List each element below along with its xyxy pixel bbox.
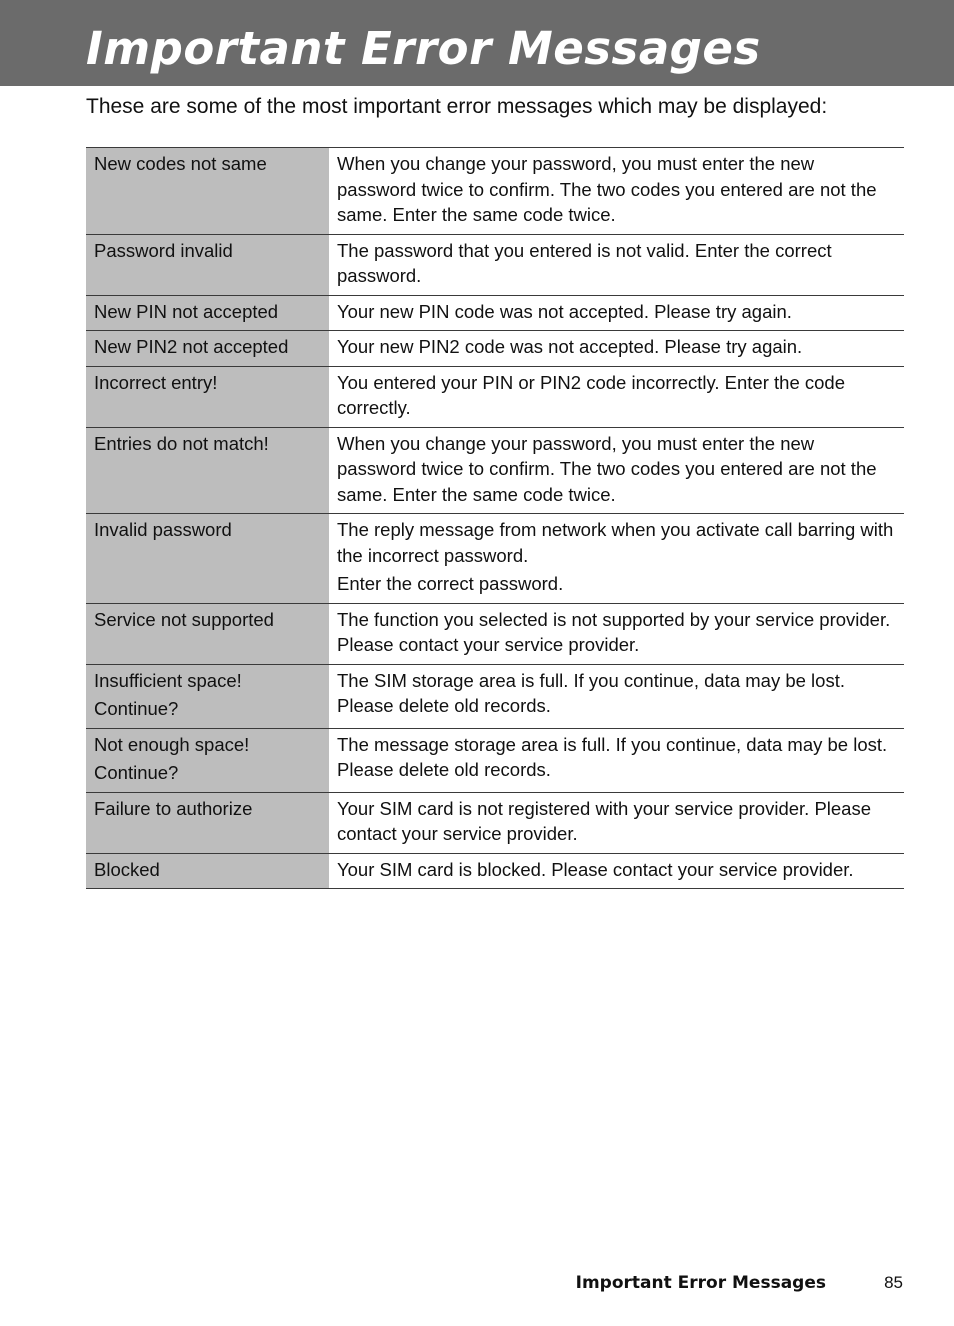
error-message-text: Not enough space!	[94, 733, 250, 755]
page-title: Important Error Messages	[86, 22, 761, 75]
error-message-text: New codes not same	[94, 153, 267, 174]
error-description-text: Your new PIN code was not accepted. Please try again.	[337, 300, 792, 322]
table-row	[86, 234, 904, 295]
error-description-text: The function you selected is not supported by your service provider. Please contact your service provider.	[337, 608, 891, 655]
error-message-text: Service not supported	[94, 608, 274, 630]
error-message-text: Entries do not match!	[94, 432, 269, 454]
table-row	[86, 728, 904, 792]
error-description-text: When you change your password, you must enter the new password twice to confirm. The two codes you entered are not the same. Enter the same code twice.	[337, 153, 877, 225]
error-message-cell	[86, 664, 329, 728]
error-message-cell	[86, 514, 329, 604]
table-row	[86, 427, 904, 514]
error-message-text: Incorrect entry!	[94, 371, 218, 393]
table-row	[86, 514, 904, 604]
error-messages-table	[86, 147, 904, 889]
error-message-cell	[86, 331, 329, 367]
error-description-cell	[329, 295, 904, 331]
error-message-text: Continue?	[94, 698, 179, 719]
error-table-body	[86, 148, 904, 889]
error-message-cell	[86, 728, 329, 792]
error-description-text: The reply message from network when you activate call barring with the incorrect password.	[337, 519, 894, 566]
error-description-cell	[329, 664, 904, 728]
error-message-text: Invalid password	[94, 519, 232, 540]
error-message-text: Insufficient space!	[94, 669, 242, 691]
error-message-cell	[86, 234, 329, 295]
error-message-text: Failure to authorize	[94, 797, 253, 819]
error-message-cell	[86, 366, 329, 427]
table-row	[86, 853, 904, 889]
error-message-text: Blocked	[94, 858, 160, 880]
page-number: 85	[884, 1273, 903, 1292]
error-description-cell	[329, 853, 904, 889]
error-message-cell	[86, 295, 329, 331]
error-description-cell	[329, 366, 904, 427]
error-message-cell	[86, 603, 329, 664]
error-message-cell	[86, 148, 329, 235]
table-row	[86, 331, 904, 367]
table-row	[86, 366, 904, 427]
error-description-cell	[329, 792, 904, 853]
error-description-cell	[329, 728, 904, 792]
error-description-text: You entered your PIN or PIN2 code incorrectly. Enter the code correctly.	[337, 371, 846, 418]
error-message-text: New PIN2 not accepted	[94, 336, 289, 357]
error-message-cell	[86, 853, 329, 889]
error-description-text: Your SIM card is blocked. Please contact your service provider.	[337, 858, 854, 880]
footer-section-title: Important Error Messages	[575, 1273, 826, 1293]
error-description-text: Enter the correct password.	[337, 573, 564, 594]
error-description-text: The password that you entered is not valid. Enter the correct password.	[337, 239, 832, 286]
error-description-cell	[329, 514, 904, 604]
error-message-text: Password invalid	[94, 239, 233, 261]
error-message-cell	[86, 792, 329, 853]
error-message-cell	[86, 427, 329, 514]
table-row	[86, 148, 904, 235]
table-row	[86, 664, 904, 728]
error-description-cell	[329, 331, 904, 367]
error-description-text: The message storage area is full. If you continue, data may be lost. Please delete old records.	[337, 733, 888, 780]
error-message-text: Continue?	[94, 762, 179, 783]
error-description-text: When you change your password, you must enter the new password twice to confirm. The two codes you entered are not the same. Enter the same code twice.	[337, 432, 877, 505]
error-description-cell	[329, 427, 904, 514]
error-description-cell	[329, 234, 904, 295]
intro-text: These are some of the most important error messages which may be displayed:	[86, 95, 828, 118]
error-description-text: The SIM storage area is full. If you continue, data may be lost. Please delete old records.	[337, 669, 845, 716]
table-row	[86, 295, 904, 331]
error-description-cell	[329, 148, 904, 235]
table-row	[86, 792, 904, 853]
error-message-text: New PIN not accepted	[94, 300, 279, 322]
error-description-text: Your SIM card is not registered with your service provider. Please contact your service provider.	[337, 797, 872, 844]
error-description-cell	[329, 603, 904, 664]
table-row	[86, 603, 904, 664]
error-description-text: Your new PIN2 code was not accepted. Please try again.	[337, 336, 803, 357]
